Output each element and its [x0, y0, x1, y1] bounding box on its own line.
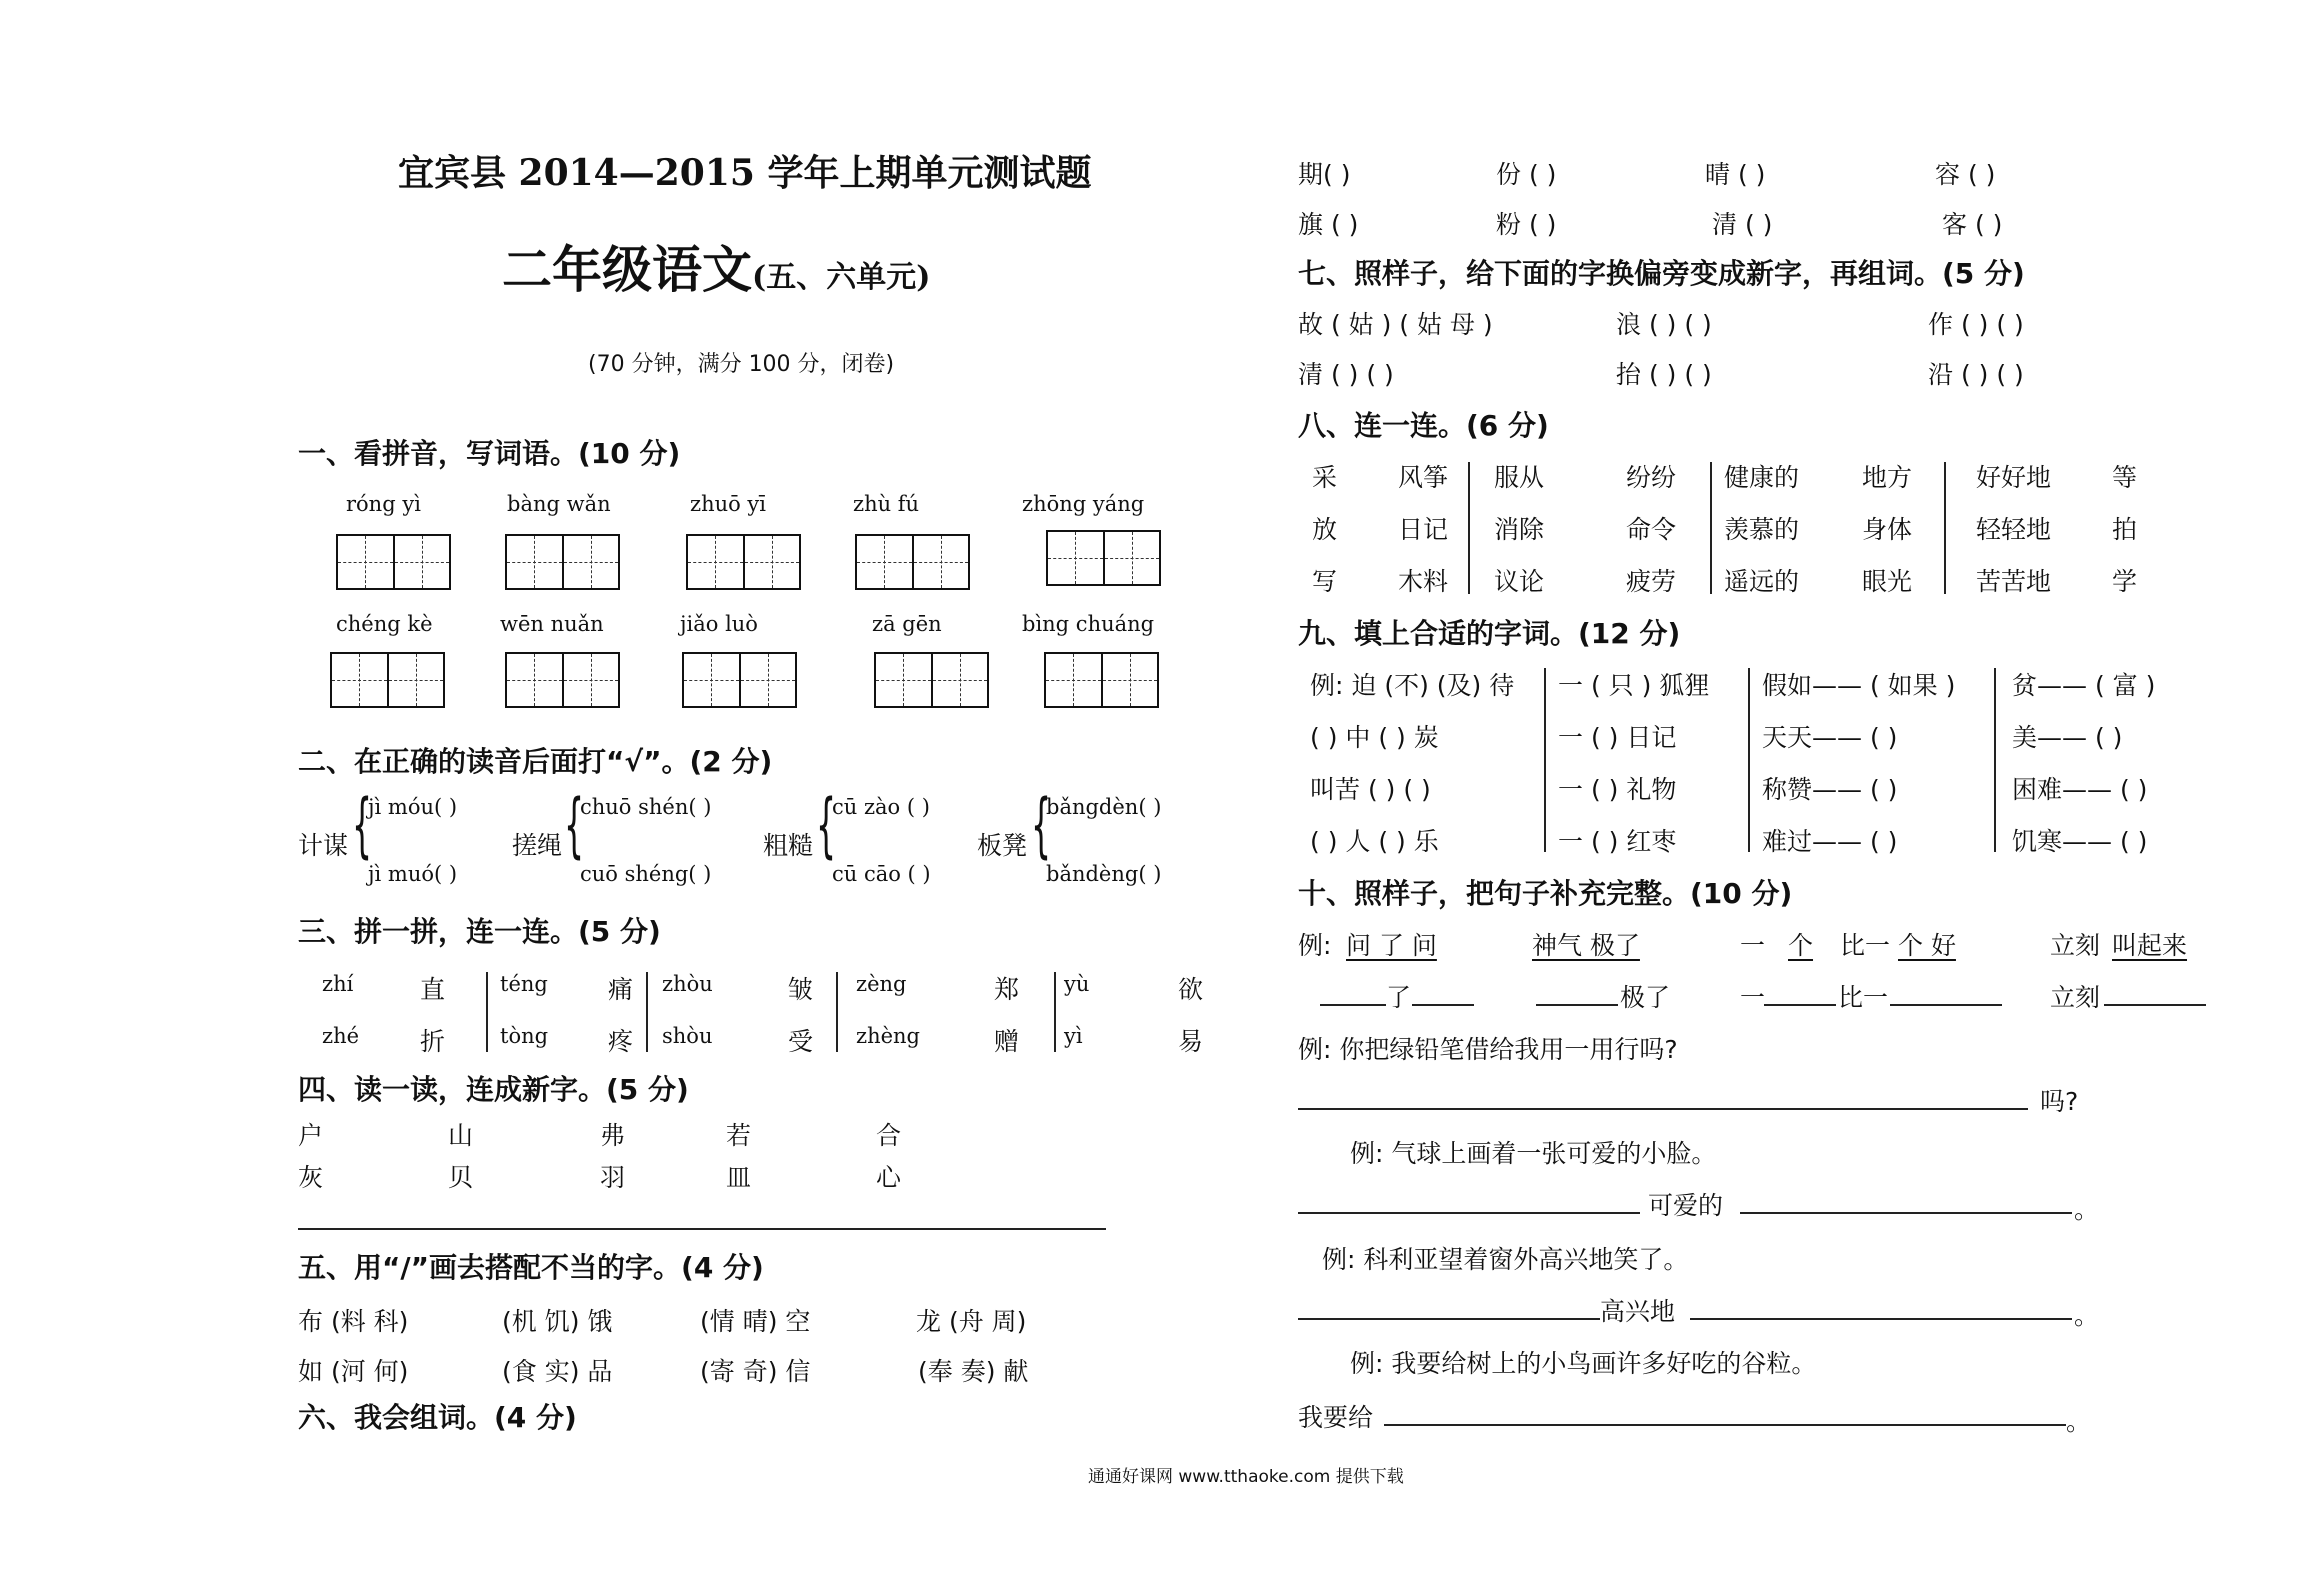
page-subtitle [502, 230, 930, 302]
answer-line[interactable] [1384, 1424, 2066, 1426]
char-item: 羽 [600, 1163, 626, 1192]
char-item: 受 [788, 1027, 814, 1056]
answer-line[interactable] [1690, 1318, 2072, 1320]
writing-grid[interactable] [336, 534, 451, 590]
divider [1944, 462, 1946, 594]
pinyin-label: róng yì [346, 492, 421, 516]
char-item: 直 [420, 975, 446, 1004]
writing-grid[interactable] [1044, 652, 1159, 708]
pinyin-label: zhòu [662, 972, 713, 996]
connect-word[interactable]: 健康的 [1724, 463, 1800, 492]
divider [836, 972, 838, 1052]
fill-item[interactable]: 困难—— ( ) [2012, 775, 2148, 804]
match-item[interactable]: 龙 (舟 周) [916, 1307, 1027, 1336]
word-fill[interactable]: 粉 ( ) [1496, 210, 1557, 239]
word-fill[interactable]: 旗 ( ) [1298, 210, 1359, 239]
fill-item[interactable]: 一 ( ) 礼物 [1558, 775, 1677, 804]
word-fill[interactable]: 期( ) [1298, 160, 1351, 189]
writing-grid[interactable] [330, 652, 445, 708]
writing-grid[interactable] [505, 534, 620, 590]
fill-text: 立刻 [2050, 983, 2101, 1012]
answer-line[interactable] [1764, 1004, 1836, 1006]
fill-text: 极了 [1620, 983, 1671, 1012]
sentence-end: 。 [2074, 1301, 2100, 1330]
match-item[interactable]: 布 (料 科) [298, 1307, 409, 1336]
char-item: 郑 [994, 975, 1020, 1004]
answer-line[interactable] [1740, 1212, 2072, 1214]
match-item[interactable]: (寄 奇) 信 [700, 1357, 811, 1386]
sentence-mid: 可爱的 [1648, 1191, 1724, 1220]
answer-line[interactable] [1320, 1004, 1386, 1006]
word-fill[interactable]: 清 ( ) [1712, 210, 1773, 239]
match-item[interactable]: (食 实) 品 [502, 1357, 613, 1386]
pinyin-label: zā gēn [872, 612, 942, 636]
reading-option[interactable]: jì muó( ) [368, 862, 458, 886]
match-item[interactable]: (情 晴) 空 [700, 1307, 811, 1336]
word-item: 计谋 [298, 831, 349, 860]
radical-fill[interactable]: 作 ( ) ( ) [1928, 310, 2024, 339]
subtitle-units: (五、六单元) [752, 260, 931, 295]
brace-icon: { [352, 784, 373, 866]
sentence-end: 。 [2074, 1195, 2100, 1224]
radical-fill[interactable]: 浪 ( ) ( ) [1616, 310, 1712, 339]
match-item[interactable]: (机 饥) 饿 [502, 1307, 613, 1336]
divider [1994, 668, 1996, 852]
example-answer: 问 了 问 [1346, 931, 1437, 960]
divider [1468, 462, 1470, 594]
page-title: 宜宾县 2014—2015 学年上期单元测试题 [398, 152, 1092, 194]
sentence-example: 例: 你把绿铅笔借给我用一用行吗? [1298, 1035, 1678, 1064]
section-8-heading: 八、连一连。(6 分) [1298, 409, 1549, 442]
sentence-mid: 高兴地 [1600, 1297, 1676, 1326]
char-item: 弗 [600, 1121, 626, 1150]
char-item: 灰 [298, 1163, 324, 1192]
connect-word[interactable]: 风筝 [1398, 463, 1449, 492]
fill-item[interactable]: 一 ( 只 ) 狐狸 [1558, 671, 1710, 700]
connect-word[interactable]: 采 [1312, 463, 1338, 492]
fill-item[interactable]: 一 ( ) 日记 [1558, 723, 1677, 752]
connect-word[interactable]: 木料 [1398, 567, 1449, 596]
fill-item[interactable]: ( ) 人 ( ) 乐 [1310, 827, 1439, 856]
reading-option[interactable]: cū cāo ( ) [832, 862, 931, 886]
sentence-start: 我要给 [1298, 1403, 1374, 1432]
fill-item[interactable]: 美—— ( ) [2012, 723, 2123, 752]
footer-credit: 通通好课网 www.tthaoke.com 提供下载 [1088, 1467, 1404, 1487]
exam-note: (70 分钟，满分 100 分，闭卷) [588, 352, 895, 377]
char-item: 欲 [1178, 975, 1204, 1004]
fill-item[interactable]: 一 ( ) 红枣 [1558, 827, 1677, 856]
writing-grid[interactable] [686, 534, 801, 590]
answer-line[interactable] [1298, 1318, 1600, 1320]
divider [1544, 668, 1546, 852]
pinyin-label: tòng [500, 1024, 549, 1048]
connect-word[interactable]: 写 [1312, 567, 1338, 596]
reading-option[interactable]: bǎngdèn( ) [1046, 795, 1162, 819]
section-7-heading: 七、照样子，给下面的字换偏旁变成新字，再组词。(5 分) [1298, 257, 2025, 290]
writing-grid[interactable] [1046, 530, 1161, 586]
answer-line[interactable] [1890, 1004, 2002, 1006]
pinyin-label: téng [500, 972, 548, 996]
writing-grid[interactable] [874, 652, 989, 708]
example-answer: 叫起来 [2112, 931, 2188, 960]
fill-item[interactable]: 饥寒—— ( ) [2012, 827, 2148, 856]
answer-line[interactable] [298, 1228, 1106, 1230]
divider [1710, 462, 1712, 594]
example-label: 例: [1298, 931, 1332, 960]
connect-word[interactable]: 命令 [1626, 515, 1677, 544]
connect-word[interactable]: 疲劳 [1626, 567, 1677, 596]
pinyin-label: jiǎo luò [680, 612, 758, 636]
reading-option[interactable]: cū zào ( ) [832, 795, 930, 819]
connect-word[interactable]: 学 [2112, 567, 2138, 596]
word-item: 板凳 [977, 831, 1028, 860]
word-item: 搓绳 [512, 831, 563, 860]
char-item: 若 [726, 1121, 752, 1150]
reading-option[interactable]: jì móu( ) [368, 795, 458, 819]
brace-icon: { [1031, 784, 1052, 866]
section-3-heading: 三、拼一拼，连一连。(5 分) [298, 915, 661, 948]
pinyin-label: bìng chuáng [1022, 612, 1155, 636]
answer-line[interactable] [2104, 1004, 2206, 1006]
section-10-heading: 十、照样子，把句子补充完整。(10 分) [1298, 877, 1793, 910]
char-item: 山 [448, 1121, 474, 1150]
fill-item[interactable]: 难过—— ( ) [1762, 827, 1898, 856]
connect-word[interactable]: 苦苦地 [1976, 567, 2052, 596]
pinyin-label: wēn nuǎn [500, 612, 604, 636]
answer-line[interactable] [1298, 1212, 1640, 1214]
pinyin-label: chéng kè [336, 612, 433, 636]
pinyin-label: zhuō yī [690, 492, 767, 516]
connect-word[interactable]: 地方 [1862, 463, 1913, 492]
answer-line[interactable] [1536, 1004, 1618, 1006]
divider [646, 972, 648, 1052]
char-item: 疼 [608, 1027, 634, 1056]
connect-word[interactable]: 身体 [1862, 515, 1913, 544]
radical-fill[interactable]: 抬 ( ) ( ) [1616, 360, 1712, 389]
connect-word[interactable]: 消除 [1494, 515, 1545, 544]
connect-word[interactable]: 轻轻地 [1976, 515, 2052, 544]
pinyin-label: zèng [856, 972, 907, 996]
section-1-heading: 一、看拼音，写词语。(10 分) [298, 437, 681, 470]
connect-word[interactable]: 日记 [1398, 515, 1449, 544]
radical-fill[interactable]: 故 ( 姑 ) ( 姑 母 ) [1298, 310, 1493, 339]
sentence-example: 例: 科利亚望着窗外高兴地笑了。 [1322, 1245, 1689, 1274]
example-answer: 个 好 [1898, 931, 1956, 960]
char-item: 皿 [726, 1163, 752, 1192]
section-4-heading: 四、读一读，连成新字。(5 分) [298, 1073, 689, 1106]
divider [1748, 668, 1750, 852]
pinyin-label: zhèng [856, 1024, 920, 1048]
match-item[interactable]: 如 (河 何) [298, 1357, 409, 1386]
char-item: 贝 [448, 1163, 474, 1192]
example-answer: 神气 极了 [1532, 931, 1640, 960]
fill-text: 了 [1386, 983, 1412, 1012]
connect-word[interactable]: 眼光 [1862, 567, 1913, 596]
connect-word[interactable]: 等 [2112, 463, 2138, 492]
connect-word[interactable]: 纷纷 [1626, 463, 1677, 492]
radical-fill[interactable]: 清 ( ) ( ) [1298, 360, 1394, 389]
divider [486, 972, 488, 1052]
reading-option[interactable]: cuō shéng( ) [580, 862, 712, 886]
subtitle-main: 二年级语文 [502, 240, 752, 299]
char-item: 户 [298, 1121, 324, 1150]
section-5-heading: 五、用“/”画去搭配不当的字。(4 分) [298, 1251, 764, 1284]
sentence-example: 例: 气球上画着一张可爱的小脸。 [1350, 1139, 1717, 1168]
writing-grid[interactable] [505, 652, 620, 708]
brace-icon: { [816, 784, 837, 866]
char-item: 赠 [994, 1027, 1020, 1056]
fill-item[interactable]: 贫—— ( 富 ) [2012, 671, 2156, 700]
connect-word[interactable]: 遥远的 [1724, 567, 1800, 596]
pinyin-label: zhí [322, 972, 354, 996]
pinyin-label: zhù fú [853, 492, 920, 516]
fill-item[interactable]: 叫苦 ( ) ( ) [1310, 775, 1431, 804]
brace-icon: { [564, 784, 585, 866]
sentence-end: 。 [2066, 1407, 2092, 1436]
section-6-heading: 六、我会组词。(4 分) [298, 1401, 577, 1434]
section-2-heading: 二、在正确的读音后面打“√”。(2 分) [298, 745, 773, 778]
char-item: 皱 [788, 975, 814, 1004]
connect-word[interactable]: 拍 [2112, 515, 2138, 544]
sentence-example: 例: 我要给树上的小鸟画许多好吃的谷粒。 [1350, 1349, 1817, 1378]
writing-grid[interactable] [682, 652, 797, 708]
reading-option[interactable]: bǎndèng( ) [1046, 862, 1162, 886]
section-9-heading: 九、填上合适的字词。(12 分) [1298, 617, 1681, 650]
example-text: 比一 [1840, 931, 1891, 960]
writing-grid[interactable] [855, 534, 970, 590]
word-fill[interactable]: 客 ( ) [1942, 210, 2003, 239]
example-text: 立刻 [2050, 931, 2101, 960]
fill-item[interactable]: 假如—— ( 如果 ) [1762, 671, 1956, 700]
fill-item[interactable]: 例: 迫 (不) (及) 待 [1310, 671, 1515, 700]
char-item: 心 [876, 1163, 902, 1192]
example-text: 一 [1740, 931, 1766, 960]
pinyin-label: yì [1064, 1024, 1083, 1048]
connect-word[interactable]: 服从 [1494, 463, 1545, 492]
match-item[interactable]: (奉 奏) 献 [918, 1357, 1029, 1386]
char-item: 合 [876, 1121, 902, 1150]
char-item: 折 [420, 1027, 446, 1056]
word-item: 粗糙 [763, 831, 814, 860]
fill-text: 比一 [1838, 983, 1889, 1012]
pinyin-label: zhōng yáng [1022, 492, 1145, 516]
fill-item[interactable]: 称赞—— ( ) [1762, 775, 1898, 804]
pinyin-label: bàng wǎn [507, 492, 611, 516]
word-fill[interactable]: 份 ( ) [1496, 160, 1557, 189]
radical-fill[interactable]: 沿 ( ) ( ) [1928, 360, 2024, 389]
example-answer: 个 [1788, 931, 1814, 960]
fill-item[interactable]: ( ) 中 ( ) 炭 [1310, 723, 1439, 752]
connect-word[interactable]: 放 [1312, 515, 1338, 544]
fill-text: 一 [1740, 983, 1766, 1012]
divider [1054, 972, 1056, 1052]
connect-word[interactable]: 羡慕的 [1724, 515, 1800, 544]
sentence-end: 吗? [2040, 1087, 2079, 1116]
char-item: 易 [1178, 1027, 1204, 1056]
char-item: 痛 [608, 975, 634, 1004]
fill-item[interactable]: 天天—— ( ) [1762, 723, 1898, 752]
pinyin-label: shòu [662, 1024, 713, 1048]
answer-line[interactable] [1412, 1004, 1474, 1006]
word-fill[interactable]: 容 ( ) [1935, 160, 1996, 189]
reading-option[interactable]: chuō shén( ) [580, 795, 712, 819]
connect-word[interactable]: 议论 [1494, 567, 1545, 596]
connect-word[interactable]: 好好地 [1976, 463, 2052, 492]
pinyin-label: yù [1064, 972, 1090, 996]
pinyin-label: zhé [322, 1024, 360, 1048]
word-fill[interactable]: 晴 ( ) [1705, 160, 1766, 189]
answer-line[interactable] [1298, 1108, 2028, 1110]
